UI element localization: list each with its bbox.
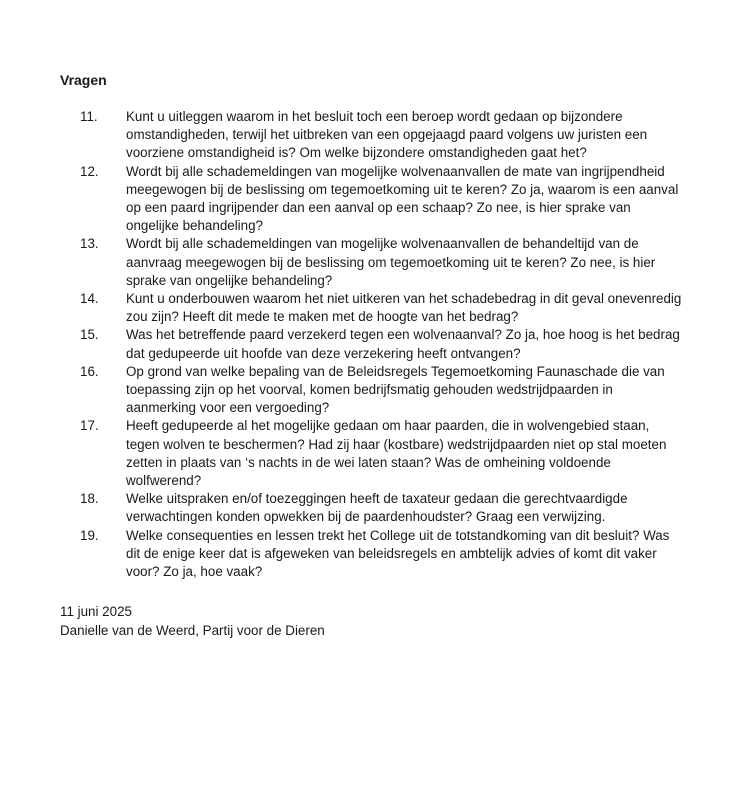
question-text: Kunt u onderbouwen waarom het niet uitkeren van het schadebedrag in dit geval onevenredig zou zijn? Heeft dit mede te maken met de hoogte van het bedrag? bbox=[126, 291, 682, 325]
question-text: Op grond van welke bepaling van de Beleidsregels Tegemoetkoming Faunaschade die van toepassing zijn op het voorval, komen bedrijfsmatig gehouden wedstrijdpaarden in aanmerking voor een vergoeding? bbox=[126, 363, 665, 416]
question-number: 13. bbox=[80, 236, 99, 252]
question-item bbox=[60, 290, 685, 326]
question-item bbox=[60, 163, 685, 236]
question-item bbox=[60, 417, 685, 490]
question-text: Welke uitspraken en/of toezeggingen heeft de taxateur gedaan die gerechtvaardigde verwachtingen konden opwekken bij de paardenhoudster? Graag een verwijzing. bbox=[126, 491, 628, 525]
question-item bbox=[60, 108, 685, 163]
question-list bbox=[60, 108, 685, 581]
question-item bbox=[60, 527, 685, 582]
question-item bbox=[60, 490, 685, 526]
question-item bbox=[60, 326, 685, 362]
question-number: 12. bbox=[80, 163, 99, 179]
document-date: 11 juni 2025 bbox=[60, 604, 132, 619]
question-number: 11. bbox=[80, 109, 98, 124]
question-text: Wordt bij alle schademeldingen van mogelijke wolvenaanvallen de behandeltijd van de aanvraag meegewogen bij de beslissing om tegemoetkoming uit te keren? Zo nee, is hier sprake van ongelijke behandeling? bbox=[126, 236, 656, 288]
question-number: 17. bbox=[80, 418, 99, 434]
author-line: Danielle van de Weerd, Partij voor de Dieren bbox=[60, 622, 325, 638]
question-text: Welke consequenties en lessen trekt het College uit de totstandkoming van dit besluit? Was dit de enige keer dat is afgeweken van beleidsregels en ambtelijk advies of komt dit vaker voor? Zo ja, hoe vaak? bbox=[126, 527, 670, 580]
question-number: 16. bbox=[80, 363, 99, 379]
question-number: 15. bbox=[80, 327, 99, 343]
question-item bbox=[60, 235, 685, 290]
question-text: Wordt bij alle schademeldingen van mogelijke wolvenaanvallen de mate van ingrijpendheid meegewogen bij de beslissing om tegemoetkoming uit te keren? Zo ja, waarom is een aanval op een paard ingrijpender dan een aanval op een schaap? Zo nee, is hier sprake van ongelijke behandeling? bbox=[126, 163, 679, 234]
question-number: 19. bbox=[80, 527, 99, 543]
question-item bbox=[60, 363, 685, 418]
question-text: Heeft gedupeerde al het mogelijke gedaan om haar paarden, die in wolvengebied staan, tegen wolven te beschermen? Had zij haar (kostbare) wedstrijdpaarden niet op stal moeten zetten in plaats van ‘s nachts in de wei laten staan? Was de omheining voldoende wolfwerend? bbox=[126, 418, 667, 489]
section-heading: Vragen bbox=[60, 72, 107, 88]
question-text: Kunt u uitleggen waarom in het besluit toch een beroep wordt gedaan op bijzondere omstandigheden, terwijl het uitbreken van een opgejaagd paard volgens uw juristen een voorziene omstandigheid is? Om welke bijzondere omstandigheden gaat het? bbox=[126, 109, 648, 161]
question-number: 18. bbox=[80, 491, 99, 507]
question-number: 14. bbox=[80, 291, 99, 307]
question-text: Was het betreffende paard verzekerd tegen een wolvenaanval? Zo ja, hoe hoog is het bedrag dat gedupeerde uit hoofde van deze verzekering heeft ontvangen? bbox=[126, 327, 680, 361]
signature-block bbox=[60, 603, 325, 640]
